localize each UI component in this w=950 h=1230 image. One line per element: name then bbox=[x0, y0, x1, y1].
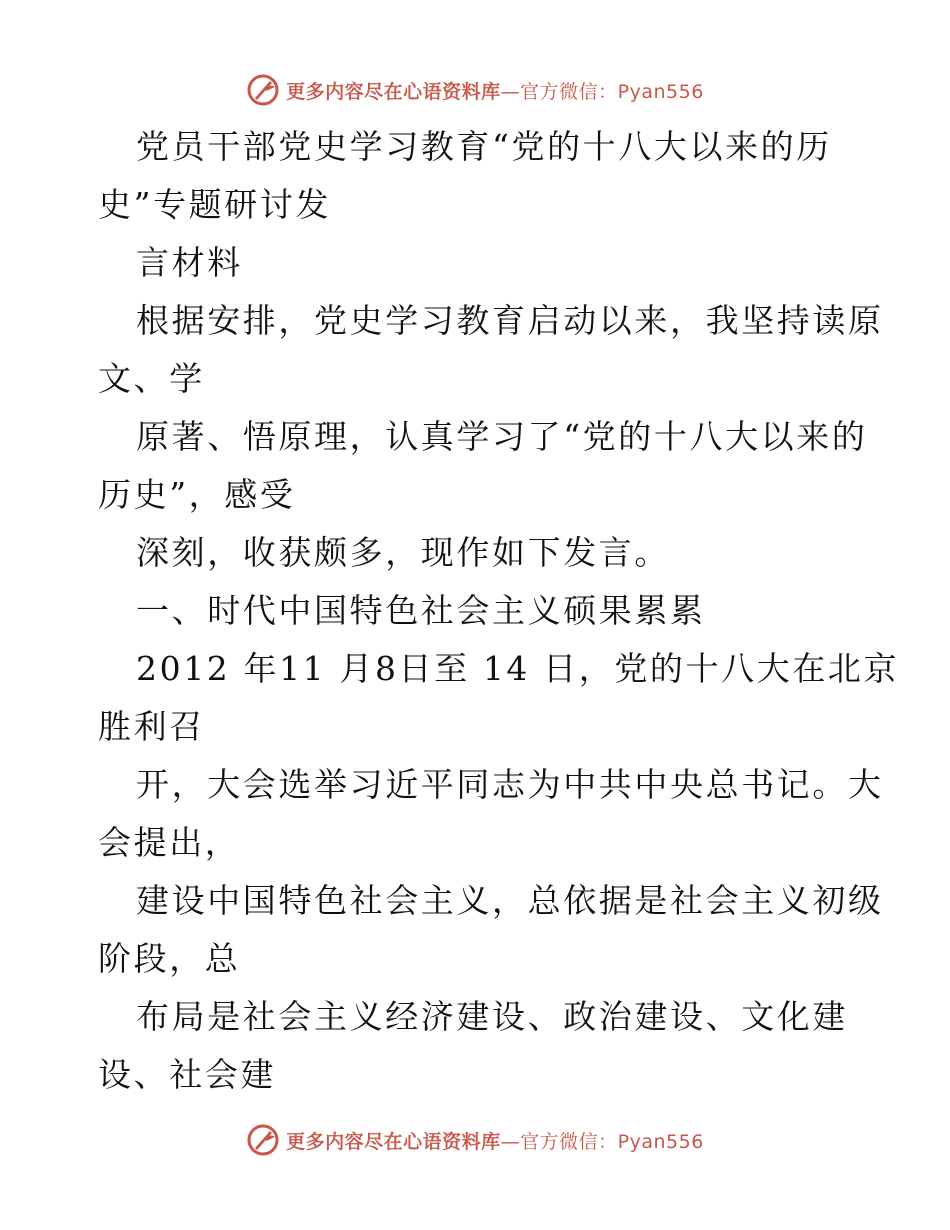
quill-logo-icon bbox=[246, 73, 280, 107]
text-line: 一、时代中国特色社会主义硕果累累 bbox=[136, 591, 706, 630]
watermark-main: 更多内容尽在心语资料库 bbox=[286, 1130, 501, 1153]
text-line: 2012 年11 月8日至 14 日，党的十八大在北京 bbox=[136, 649, 900, 688]
text-line: 建设中国特色社会主义，总依据是社会主义初级 bbox=[136, 881, 884, 920]
text-line: 党员干部党史学习教育“党的十八大以来的历 bbox=[136, 127, 832, 166]
text-line: 文、学 bbox=[98, 359, 205, 398]
text-line: 历史”，感受 bbox=[98, 475, 296, 514]
text-line: 胜利召 bbox=[98, 707, 205, 746]
text-line: 原著、悟原理，认真学习了“党的十八大以来的 bbox=[136, 417, 868, 456]
footer-watermark bbox=[0, 1120, 950, 1160]
quill-logo-icon bbox=[246, 1123, 280, 1157]
watermark-main: 更多内容尽在心语资料库 bbox=[286, 80, 501, 103]
text-line: 言材料 bbox=[136, 243, 243, 282]
text-line: 开，大会选举习近平同志为中共中央总书记。大 bbox=[136, 765, 884, 804]
header-watermark bbox=[0, 70, 950, 110]
watermark-rest: —官方微信：Pyan556 bbox=[500, 1130, 704, 1153]
text-line: 阶段，总 bbox=[98, 939, 241, 978]
text-line: 深刻，收获颇多，现作如下发言。 bbox=[136, 533, 670, 572]
text-line: 根据安排，党史学习教育启动以来，我坚持读原 bbox=[136, 301, 884, 340]
text-line: 史”专题研讨发 bbox=[98, 185, 332, 224]
text-line: 设、社会建 bbox=[98, 1055, 276, 1094]
document-body bbox=[98, 118, 900, 1104]
watermark-rest: —官方微信：Pyan556 bbox=[500, 80, 704, 103]
watermark-text bbox=[286, 77, 704, 104]
text-line: 会提出， bbox=[98, 823, 241, 862]
watermark-text bbox=[286, 1127, 704, 1154]
text-line: 布局是社会主义经济建设、政治建设、文化建 bbox=[136, 997, 848, 1036]
